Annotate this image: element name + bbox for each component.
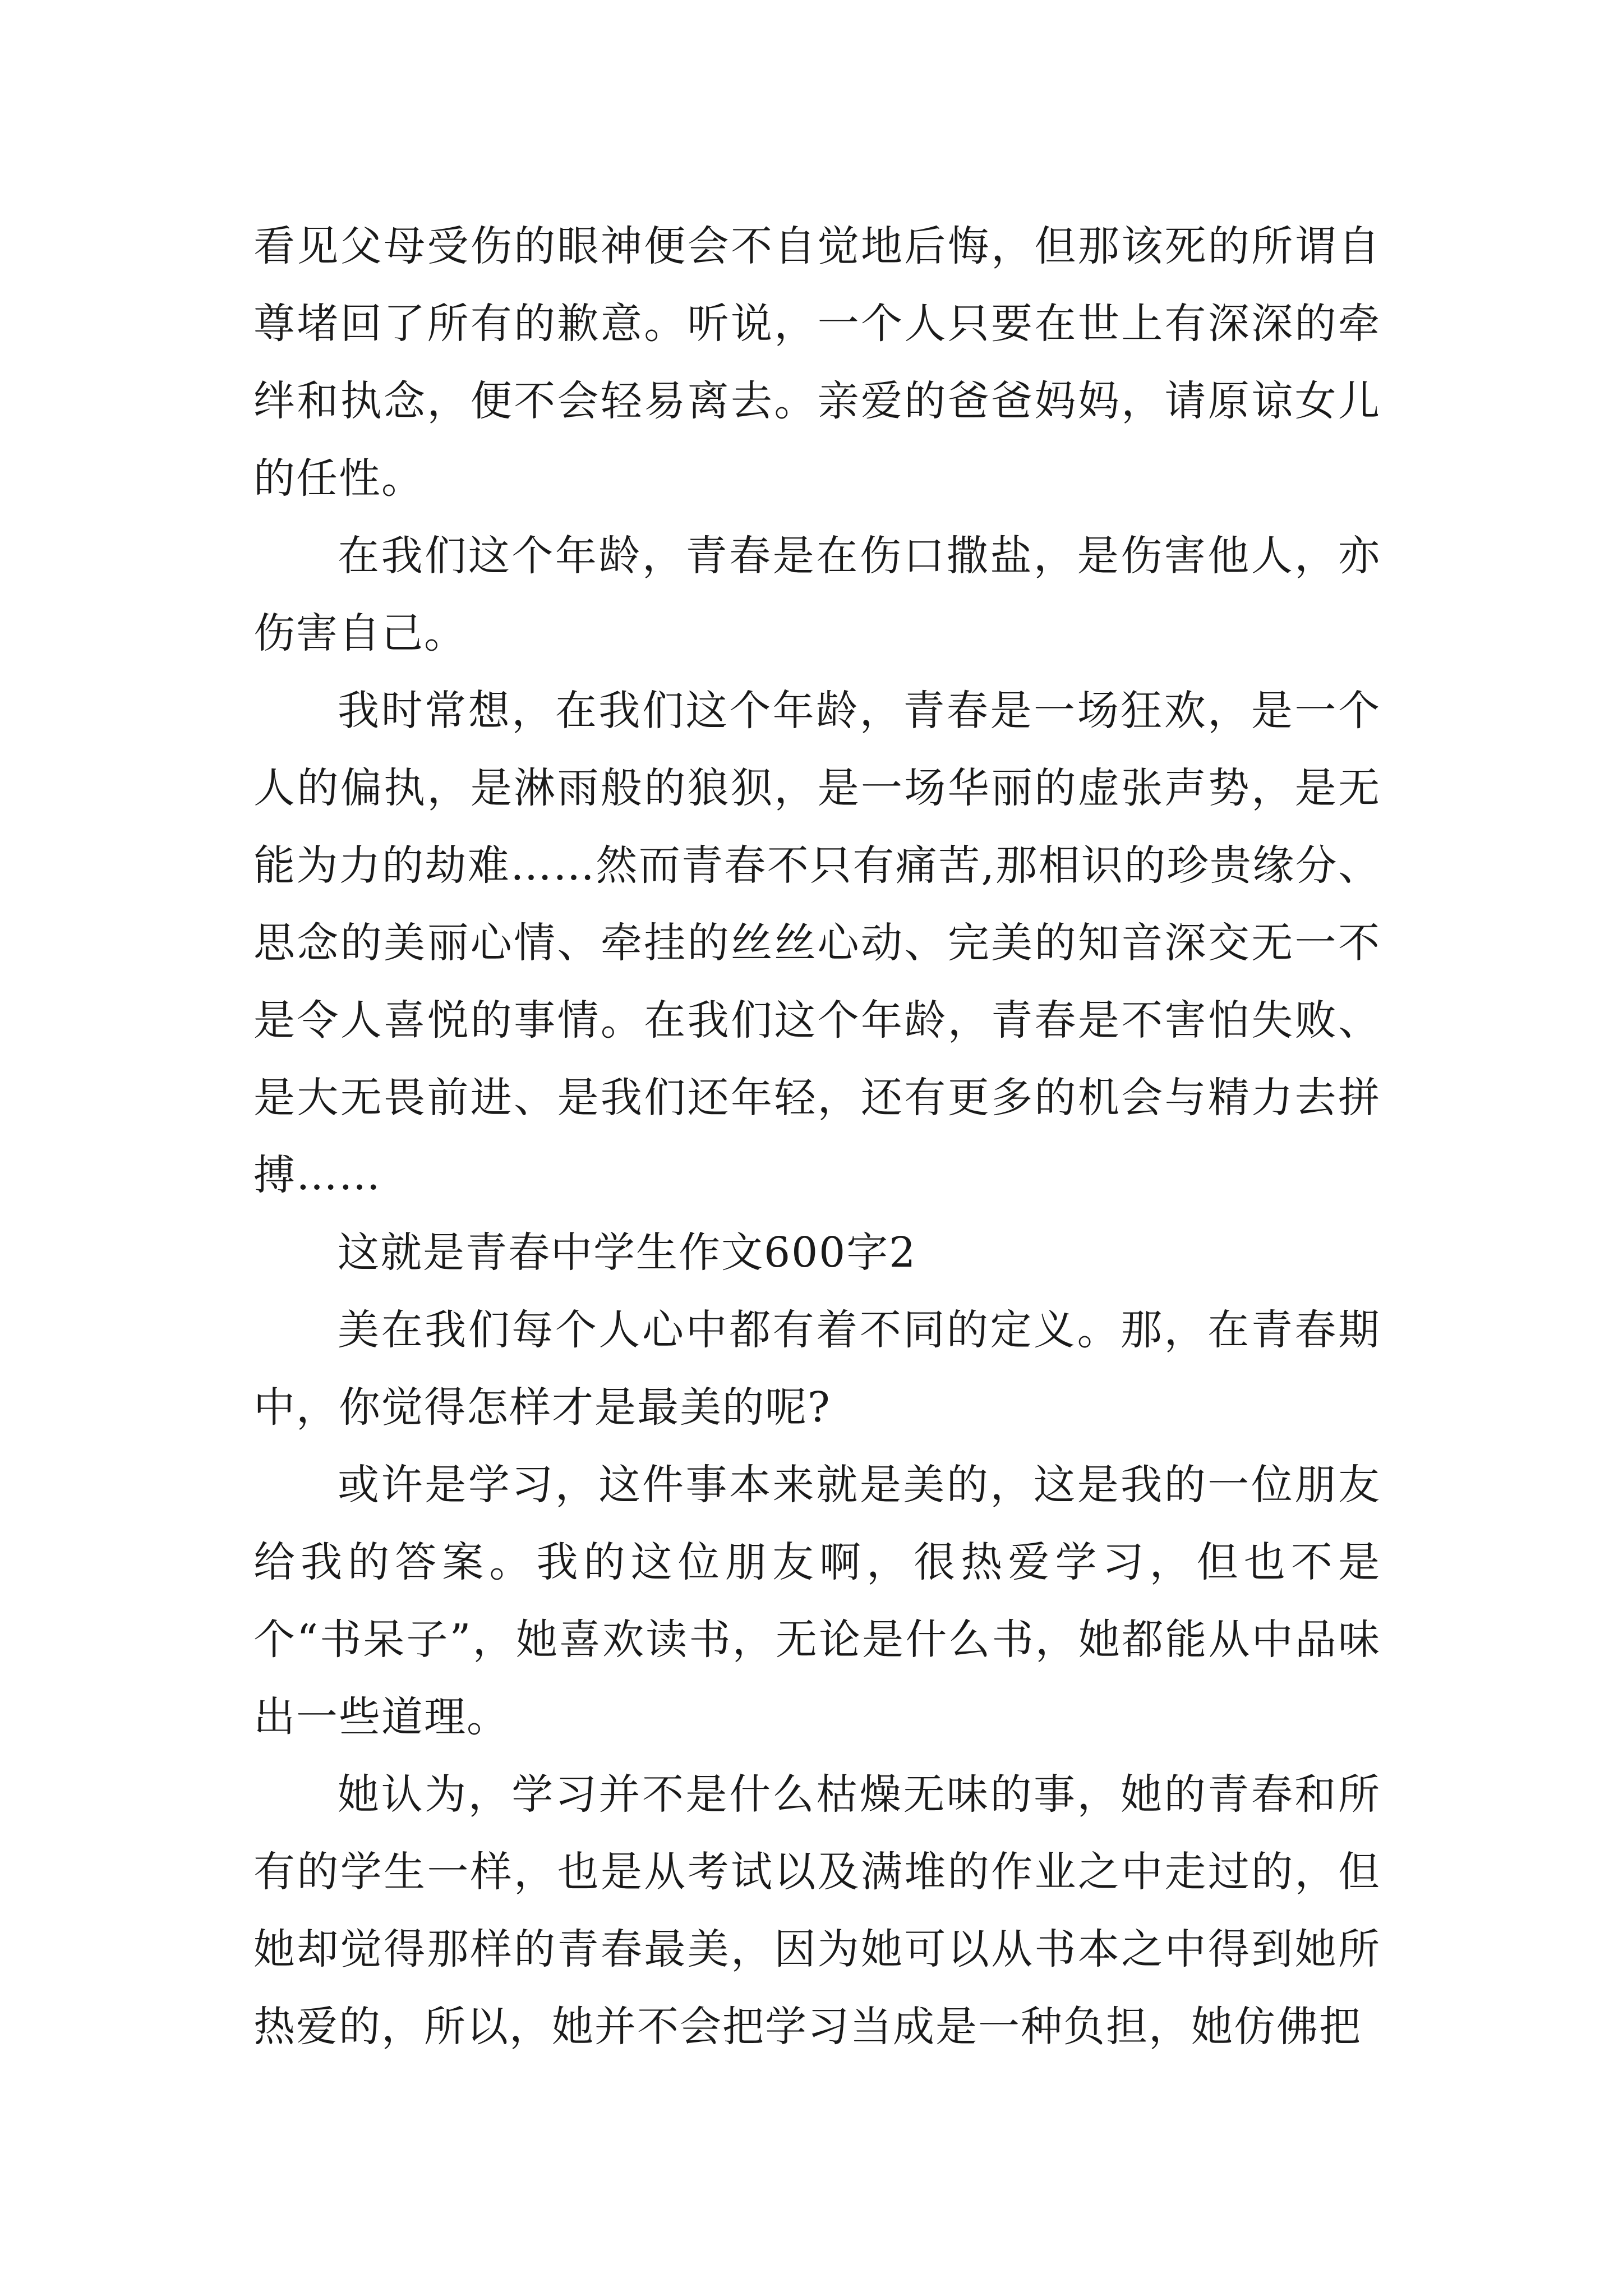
paragraph: 她认为，学习并不是什么枯燥无味的事，她的青春和所有的学生一样，也是从考试以及满堆的作业之中走过的，但她却觉得那样的青春最美，因为她可以从书本之中得到她所热爱的，所以，她并不会把学习当成是一种负担，她仿佛把	[253, 1770, 1381, 2051]
paragraph: 在我们这个年龄，青春是在伤口撒盐，是伤害他人，亦伤害自己。	[253, 532, 1381, 657]
paragraph: 或许是学习，这件事本来就是美的，这是我的一位朋友给我的答案。我的这位朋友啊，很热爱学习，但也不是个“书呆子”，她喜欢读书，无论是什么书，她都能从中品味出一些道理。	[253, 1461, 1381, 1741]
paragraph: 美在我们每个人心中都有着不同的定义。那，在青春期中，你觉得怎样才是最美的呢?	[253, 1306, 1381, 1432]
essay-title: 这就是青春中学生作文600字2	[338, 1228, 917, 1277]
essay-body	[253, 208, 1381, 2065]
paragraph: 我时常想，在我们这个年龄，青春是一场狂欢，是一个人的偏执，是淋雨般的狼狈，是一场华丽的虚张声势，是无能为力的劫难……然而青春不只有痛苦,那相识的珍贵缘分、思念的美丽心情、牵挂的丝丝心动、完美的知音深交无一不是令人喜悦的事情。在我们这个年龄，青春是不害怕失败、是大无畏前进、是我们还年轻，还有更多的机会与精力去拼搏……	[253, 687, 1381, 1199]
paragraph-continued: 看见父母受伤的眼神便会不自觉地后悔，但那该死的所谓自尊堵回了所有的歉意。听说，一个人只要在世上有深深的牵绊和执念，便不会轻易离去。亲爱的爸爸妈妈，请原谅女儿的任性。	[253, 222, 1381, 503]
